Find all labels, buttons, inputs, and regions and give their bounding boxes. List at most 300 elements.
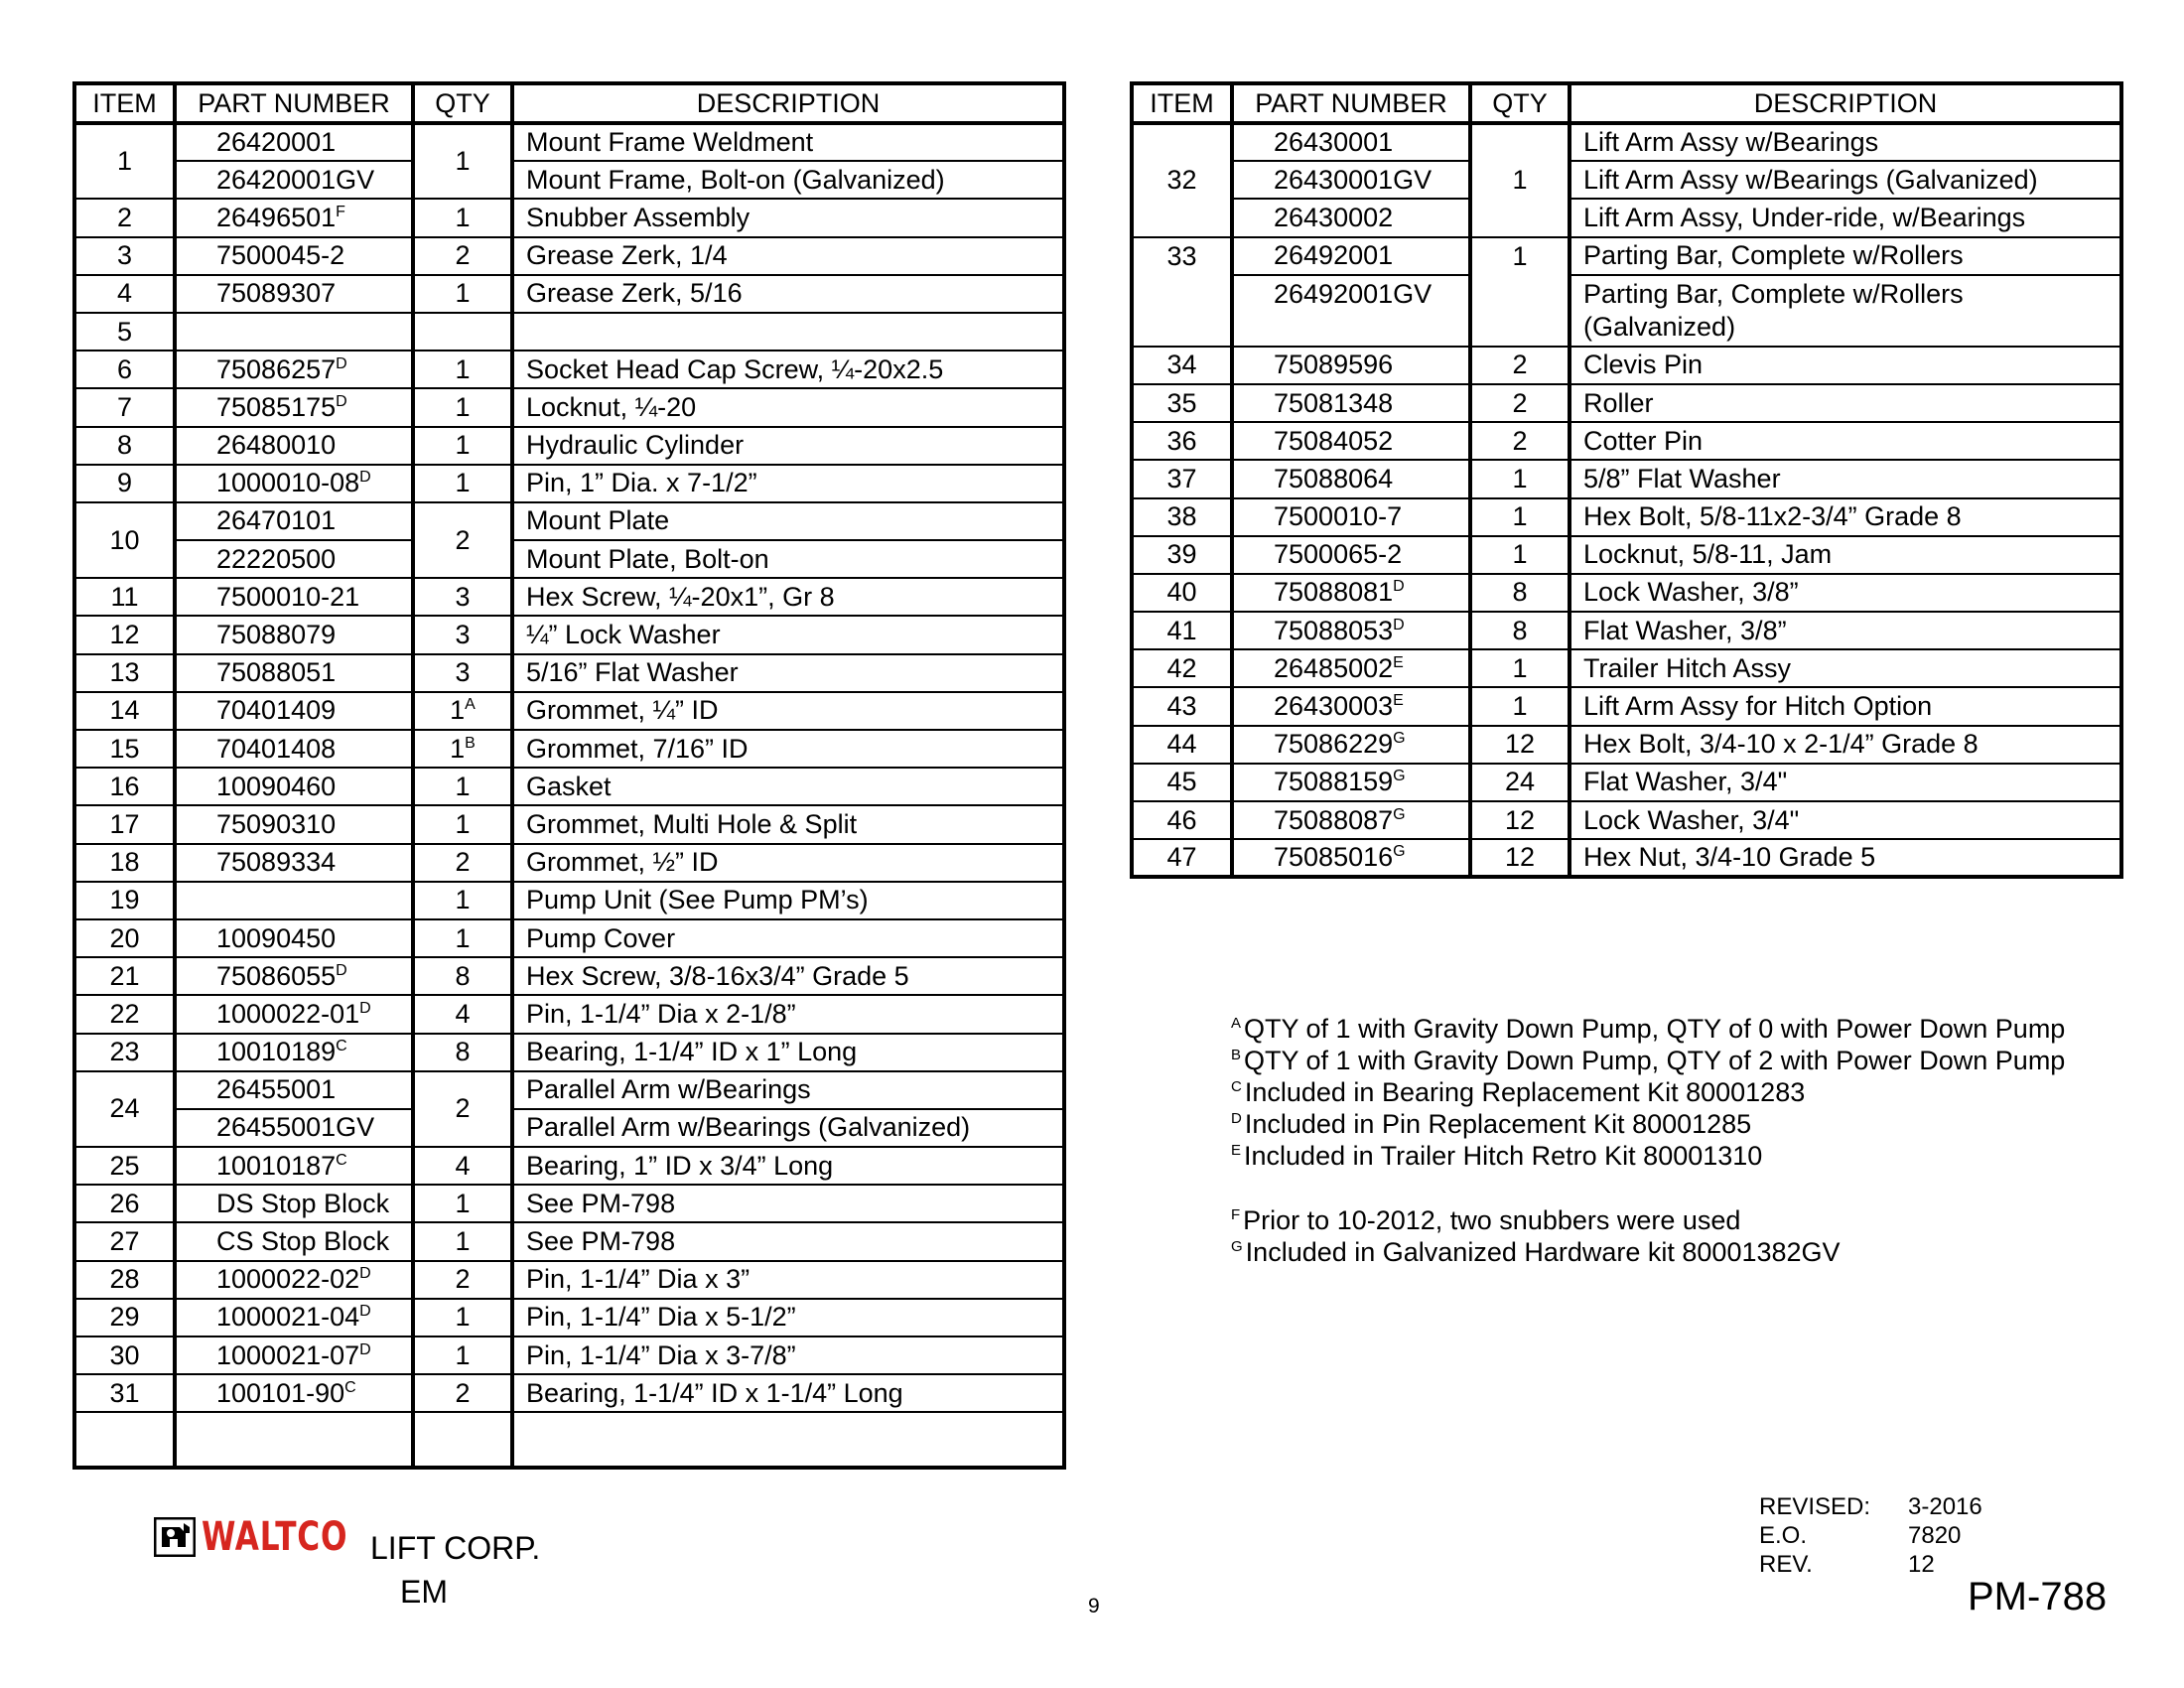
description-cell: Bearing, 1-1/4” ID x 1” Long	[512, 1034, 1064, 1071]
item-cell: 34	[1132, 347, 1232, 384]
item-cell: 14	[74, 692, 175, 730]
part-number-cell: 7500010-7	[1232, 498, 1470, 536]
qty-cell: 1	[1470, 460, 1570, 497]
footnote-mark: D	[336, 392, 347, 410]
table-header-row	[1132, 83, 2121, 123]
part-number-cell: 75089307	[175, 275, 413, 313]
table-row	[1132, 612, 2121, 649]
qty-cell: 1	[1470, 687, 1570, 725]
table-row	[74, 1222, 1064, 1260]
description-cell: See PM-798	[512, 1185, 1064, 1222]
item-cell: 3	[74, 237, 175, 275]
description-cell: Lift Arm Assy w/Bearings (Galvanized)	[1570, 161, 2121, 199]
item-cell: 17	[74, 805, 175, 843]
footnote-mark: D	[359, 1340, 371, 1358]
description-cell: Lock Washer, 3/8”	[1570, 574, 2121, 612]
header-qty: QTY	[413, 83, 512, 123]
description-cell: Pump Unit (See Pump PM’s)	[512, 882, 1064, 919]
revised-row	[1759, 1492, 1982, 1521]
parts-table-right	[1130, 81, 2123, 879]
rev-value: 12	[1908, 1551, 1935, 1578]
qty-cell: $1^A$	[413, 692, 512, 730]
footnote-mark: E	[1393, 653, 1404, 671]
table-row	[74, 730, 1064, 768]
description-cell	[512, 313, 1064, 351]
eo-label: E.O.	[1759, 1522, 1808, 1549]
company-name: LIFT CORP.	[370, 1530, 541, 1566]
table-row	[74, 123, 1064, 161]
footnote-mark: D	[1393, 616, 1405, 633]
table-row	[74, 805, 1064, 843]
parts-table-left	[72, 81, 1066, 1470]
description-cell: Hydraulic Cylinder	[512, 427, 1064, 465]
description-cell: Pin, 1-1/4” Dia x 3-7/8”	[512, 1336, 1064, 1374]
qty-cell: 1	[1470, 123, 1570, 237]
footnote-mark: D	[359, 999, 371, 1017]
qty-cell: 1	[413, 919, 512, 957]
footnote-mark: C	[344, 1378, 356, 1396]
part-number-cell: 26420001GV	[175, 161, 413, 199]
footnote-mark: D	[359, 1303, 371, 1321]
part-number-cell: $26496501^F$	[175, 199, 413, 236]
header-item: ITEM	[74, 83, 175, 123]
table-row	[74, 1261, 1064, 1299]
item-cell: 5	[74, 313, 175, 351]
item-cell: 29	[74, 1299, 175, 1336]
header-description: DESCRIPTION	[1570, 83, 2121, 123]
description-cell: Grommet, Multi Hole & Split	[512, 805, 1064, 843]
table-row	[1132, 839, 2121, 877]
description-cell: Pin, 1-1/4” Dia x 5-1/2”	[512, 1299, 1064, 1336]
qty-cell: 4	[413, 995, 512, 1033]
description-cell: Grommet, 7/16” ID	[512, 730, 1064, 768]
qty-cell: 1	[413, 1336, 512, 1374]
qty-cell: 1	[413, 275, 512, 313]
footnote	[1231, 1236, 2065, 1268]
part-number-cell: $26430003^E$	[1232, 687, 1470, 725]
page-number: 9	[1088, 1595, 1100, 1618]
part-number-cell: 75089596	[1232, 347, 1470, 384]
item-cell: 7	[74, 388, 175, 426]
description-cell: Trailer Hitch Assy	[1570, 649, 2121, 687]
description-cell: Lift Arm Assy for Hitch Option	[1570, 687, 2121, 725]
part-number-cell: $1000021-04^D$	[175, 1299, 413, 1336]
footnote-text: QTY of 1 with Gravity Down Pump, QTY of 2 with Power Down Pump	[1244, 1046, 2066, 1075]
table-row	[1132, 536, 2121, 574]
item-cell: 4	[74, 275, 175, 313]
table-row	[74, 465, 1064, 502]
description-cell: Locknut, ¼-20	[512, 388, 1064, 426]
description-cell: Hex Nut, 3/4-10 Grade 5	[1570, 839, 2121, 877]
item-cell: 23	[74, 1034, 175, 1071]
item-cell: 18	[74, 844, 175, 882]
table-row	[1132, 161, 2121, 199]
part-number-cell: 75089334	[175, 844, 413, 882]
footnote-mark: G	[1393, 730, 1406, 748]
qty-cell: 12	[1470, 801, 1570, 839]
item-cell: 24	[74, 1071, 175, 1147]
table-row	[74, 654, 1064, 692]
footnote-text: Prior to 10-2012, two snubbers were used	[1243, 1205, 1741, 1235]
qty-cell: 4	[413, 1147, 512, 1185]
item-cell: 32	[1132, 123, 1232, 237]
qty-cell: 1	[413, 805, 512, 843]
table-row	[1132, 237, 2121, 275]
table-row	[74, 919, 1064, 957]
table-header-row	[74, 83, 1064, 123]
part-number-cell: 26430001GV	[1232, 161, 1470, 199]
part-number-cell: 26430001	[1232, 123, 1470, 161]
description-cell: Socket Head Cap Screw, ¼-20x2.5	[512, 351, 1064, 388]
part-number-cell: 7500065-2	[1232, 536, 1470, 574]
item-cell: 35	[1132, 384, 1232, 422]
description-cell: Hex Screw, ¼-20x1”, Gr 8	[512, 578, 1064, 616]
description-cell: Cotter Pin	[1570, 422, 2121, 460]
description-cell: See PM-798	[512, 1222, 1064, 1260]
table-row	[74, 199, 1064, 236]
item-cell: 26	[74, 1185, 175, 1222]
table-row	[1132, 801, 2121, 839]
footnote	[1231, 1076, 2065, 1108]
footnote-mark: D	[336, 961, 347, 979]
footnote-mark: E	[1393, 692, 1404, 710]
part-number-cell: 75088051	[175, 654, 413, 692]
item-cell: 42	[1132, 649, 1232, 687]
description-cell: Lift Arm Assy, Under-ride, w/Bearings	[1570, 199, 2121, 236]
item-cell: 12	[74, 616, 175, 653]
item-cell: 37	[1132, 460, 1232, 497]
description-cell: Flat Washer, 3/4"	[1570, 764, 2121, 801]
qty-cell: 1	[413, 388, 512, 426]
item-cell: 41	[1132, 612, 1232, 649]
table-row	[74, 1374, 1064, 1412]
description-cell: Mount Plate, Bolt-on	[512, 540, 1064, 578]
item-cell: 43	[1132, 687, 1232, 725]
table-row	[74, 237, 1064, 275]
part-number-cell: $1000022-02^D$	[175, 1261, 413, 1299]
item-cell: 11	[74, 578, 175, 616]
item-cell: 2	[74, 199, 175, 236]
table-row	[1132, 199, 2121, 236]
table-row	[74, 427, 1064, 465]
table-row	[1132, 422, 2121, 460]
table-row	[74, 1185, 1064, 1222]
part-number-cell: $75088159^G$	[1232, 764, 1470, 801]
description-cell: Parting Bar, Complete w/Rollers (Galvanized)	[1570, 275, 2121, 347]
part-number-cell: $1000022-01^D$	[175, 995, 413, 1033]
part-number-cell	[175, 882, 413, 919]
logo-wordmark: WALTCO	[202, 1514, 348, 1560]
table-row	[74, 351, 1064, 388]
part-number-cell: 26455001	[175, 1071, 413, 1109]
table-row	[74, 692, 1064, 730]
table-row	[74, 882, 1064, 919]
footnote-mark: B	[465, 734, 476, 752]
description-cell: Lock Washer, 3/4"	[1570, 801, 2121, 839]
part-number-cell: 75081348	[1232, 384, 1470, 422]
table-row	[74, 768, 1064, 805]
footnote-mark: D	[1393, 578, 1405, 596]
description-cell: Pump Cover	[512, 919, 1064, 957]
description-cell: Parallel Arm w/Bearings (Galvanized)	[512, 1109, 1064, 1147]
part-number-cell: $75088053^D$	[1232, 612, 1470, 649]
qty-cell: 1	[413, 351, 512, 388]
part-number-cell: 26455001GV	[175, 1109, 413, 1147]
item-cell: 38	[1132, 498, 1232, 536]
description-cell: Parallel Arm w/Bearings	[512, 1071, 1064, 1109]
qty-cell: 1	[413, 199, 512, 236]
table-row	[74, 313, 1064, 351]
qty-cell: 1	[413, 465, 512, 502]
note-spacer	[1231, 1172, 2065, 1204]
part-number-cell: $26485002^E$	[1232, 649, 1470, 687]
empty-cell	[413, 1412, 512, 1468]
description-cell: Mount Plate	[512, 502, 1064, 540]
qty-cell: $1^B$	[413, 730, 512, 768]
item-cell: 27	[74, 1222, 175, 1260]
description-cell: 5/16” Flat Washer	[512, 654, 1064, 692]
footnote-text: Included in Pin Replacement Kit 80001285	[1244, 1109, 1752, 1139]
qty-cell: 2	[413, 502, 512, 578]
description-cell: Pin, 1-1/4” Dia x 2-1/8”	[512, 995, 1064, 1033]
division-code: EM	[400, 1574, 448, 1610]
description-cell: Hex Screw, 3/8-16x3/4” Grade 5	[512, 957, 1064, 995]
item-cell: 39	[1132, 536, 1232, 574]
description-cell: 5/8” Flat Washer	[1570, 460, 2121, 497]
footnote-mark: D	[359, 1265, 371, 1283]
part-number-cell: $75086055^D$	[175, 957, 413, 995]
revised-value: 3-2016	[1908, 1493, 1982, 1520]
footnote-mark: G	[1393, 805, 1406, 823]
part-number-cell: 75090310	[175, 805, 413, 843]
footnote	[1231, 1013, 2065, 1045]
table-row	[74, 995, 1064, 1033]
item-cell: 33	[1132, 237, 1232, 347]
empty-cell	[74, 1412, 175, 1468]
description-cell: Bearing, 1” ID x 3/4” Long	[512, 1147, 1064, 1185]
item-cell: 9	[74, 465, 175, 502]
table-row	[74, 388, 1064, 426]
table-row	[74, 1299, 1064, 1336]
rev-row	[1759, 1550, 1982, 1579]
footnote-mark: G	[1393, 843, 1406, 861]
qty-cell: 1	[413, 1299, 512, 1336]
table-row	[74, 275, 1064, 313]
part-number-cell: 26480010	[175, 427, 413, 465]
description-cell: Bearing, 1-1/4” ID x 1-1/4” Long	[512, 1374, 1064, 1412]
document-code: PM-788	[1968, 1575, 2108, 1618]
description-cell: Pin, 1” Dia. x 7-1/2”	[512, 465, 1064, 502]
item-cell: 31	[74, 1374, 175, 1412]
table-row	[74, 1109, 1064, 1147]
qty-cell: 3	[413, 654, 512, 692]
footnote-mark: D	[1231, 1110, 1242, 1127]
item-cell: 28	[74, 1261, 175, 1299]
description-cell: Roller	[1570, 384, 2121, 422]
description-cell: Hex Bolt, 5/8-11x2-3/4” Grade 8	[1570, 498, 2121, 536]
item-cell: 16	[74, 768, 175, 805]
item-cell: 45	[1132, 764, 1232, 801]
revision-block	[1759, 1492, 1982, 1579]
qty-cell: 2	[1470, 347, 1570, 384]
qty-cell: 2	[413, 237, 512, 275]
qty-cell: 2	[1470, 422, 1570, 460]
item-cell: 30	[74, 1336, 175, 1374]
qty-cell: 1	[413, 768, 512, 805]
item-cell: 25	[74, 1147, 175, 1185]
qty-cell: 1	[413, 1222, 512, 1260]
item-cell: 44	[1132, 726, 1232, 764]
table-row	[74, 161, 1064, 199]
header-part-number: PART NUMBER	[175, 83, 413, 123]
item-cell: 36	[1132, 422, 1232, 460]
item-cell: 46	[1132, 801, 1232, 839]
part-number-cell: 70401408	[175, 730, 413, 768]
item-cell: 20	[74, 919, 175, 957]
part-number-cell: $75088087^G$	[1232, 801, 1470, 839]
waltco-ram-icon	[154, 1517, 196, 1557]
part-number-cell: DS Stop Block	[175, 1185, 413, 1222]
table-row	[74, 1336, 1064, 1374]
header-description: DESCRIPTION	[512, 83, 1064, 123]
eo-row	[1759, 1521, 1982, 1550]
item-cell: 6	[74, 351, 175, 388]
qty-cell: 1	[1470, 649, 1570, 687]
footnote	[1231, 1140, 2065, 1172]
qty-cell	[413, 313, 512, 351]
part-number-cell: 26492001GV	[1232, 275, 1470, 347]
header-item: ITEM	[1132, 83, 1232, 123]
description-cell: Locknut, 5/8-11, Jam	[1570, 536, 2121, 574]
footnote-mark: G	[1393, 768, 1406, 785]
table-row	[1132, 726, 2121, 764]
description-cell: Hex Bolt, 3/4-10 x 2-1/4” Grade 8	[1570, 726, 2121, 764]
empty-cell	[175, 1412, 413, 1468]
footnote-mark: C	[336, 1038, 347, 1055]
table-row	[74, 844, 1064, 882]
footnote-mark: F	[1231, 1206, 1241, 1223]
qty-cell: 2	[413, 1261, 512, 1299]
description-cell: Pin, 1-1/4” Dia x 3”	[512, 1261, 1064, 1299]
footnote	[1231, 1108, 2065, 1140]
part-number-cell: $10010187^C$	[175, 1147, 413, 1185]
part-number-cell: 26430002	[1232, 199, 1470, 236]
footnote-mark: E	[1231, 1142, 1242, 1159]
description-cell: Flat Washer, 3/8”	[1570, 612, 2121, 649]
qty-cell: 2	[413, 844, 512, 882]
table-row	[1132, 649, 2121, 687]
part-number-cell: $75086229^G$	[1232, 726, 1470, 764]
table-row	[1132, 347, 2121, 384]
part-number-cell: 75088079	[175, 616, 413, 653]
table-row	[74, 540, 1064, 578]
item-cell: 1	[74, 123, 175, 199]
qty-cell: 1	[413, 1185, 512, 1222]
description-cell: Clevis Pin	[1570, 347, 2121, 384]
footnote-mark: C	[336, 1151, 347, 1169]
description-cell: Parting Bar, Complete w/Rollers	[1570, 237, 2121, 275]
description-cell: Grommet, ½” ID	[512, 844, 1064, 882]
qty-cell: 1	[413, 427, 512, 465]
item-cell: 21	[74, 957, 175, 995]
table-row	[1132, 574, 2121, 612]
revised-label: REVISED:	[1759, 1493, 1871, 1520]
part-number-cell: 75084052	[1232, 422, 1470, 460]
description-cell: Snubber Assembly	[512, 199, 1064, 236]
part-number-cell: 26470101	[175, 502, 413, 540]
footnote-text: Included in Trailer Hitch Retro Kit 80001310	[1244, 1141, 1763, 1171]
item-cell: 40	[1132, 574, 1232, 612]
qty-cell: 1	[1470, 237, 1570, 347]
table-row	[74, 1147, 1064, 1185]
table-row	[74, 957, 1064, 995]
item-cell: 22	[74, 995, 175, 1033]
part-number-cell	[175, 313, 413, 351]
header-part-number: PART NUMBER	[1232, 83, 1470, 123]
footnote-text: Included in Bearing Replacement Kit 80001283	[1244, 1077, 1806, 1107]
part-number-cell: $10010189^C$	[175, 1034, 413, 1071]
table-row	[1132, 687, 2121, 725]
item-cell: 47	[1132, 839, 1232, 877]
description-cell: Grease Zerk, 5/16	[512, 275, 1064, 313]
part-number-cell: 75088064	[1232, 460, 1470, 497]
part-number-cell: $100101-90^C$	[175, 1374, 413, 1412]
table-row	[1132, 123, 2121, 161]
table-row	[74, 1034, 1064, 1071]
qty-cell: 1	[1470, 536, 1570, 574]
part-number-cell: $1000021-07^D$	[175, 1336, 413, 1374]
part-number-cell: 10090460	[175, 768, 413, 805]
table-row	[1132, 498, 2121, 536]
part-number-cell: 10090450	[175, 919, 413, 957]
qty-cell: 8	[1470, 574, 1570, 612]
footnote-mark: F	[336, 203, 345, 220]
item-cell: 15	[74, 730, 175, 768]
item-cell: 19	[74, 882, 175, 919]
footnote-mark: C	[1231, 1078, 1242, 1095]
table-row	[74, 1071, 1064, 1109]
part-number-cell: $75086257^D$	[175, 351, 413, 388]
part-number-cell: 7500010-21	[175, 578, 413, 616]
part-number-cell: 26492001	[1232, 237, 1470, 275]
part-number-cell: CS Stop Block	[175, 1222, 413, 1260]
description-cell: Grease Zerk, 1/4	[512, 237, 1064, 275]
qty-cell: 1	[1470, 498, 1570, 536]
table-row	[74, 578, 1064, 616]
description-cell: Mount Frame, Bolt-on (Galvanized)	[512, 161, 1064, 199]
qty-cell: 12	[1470, 839, 1570, 877]
footnote-text: Included in Galvanized Hardware kit 80001382GV	[1245, 1237, 1841, 1267]
empty-cell	[512, 1412, 1064, 1468]
table-row	[1132, 384, 2121, 422]
item-cell: 10	[74, 502, 175, 578]
qty-cell: 2	[1470, 384, 1570, 422]
description-cell: ¼” Lock Washer	[512, 616, 1064, 653]
blank-row	[74, 1412, 1064, 1468]
footnotes	[1231, 1013, 2065, 1268]
part-number-cell: $75088081^D$	[1232, 574, 1470, 612]
footnote-mark: D	[336, 354, 347, 372]
item-cell: 8	[74, 427, 175, 465]
part-number-cell: $75085016^G$	[1232, 839, 1470, 877]
table-row	[74, 502, 1064, 540]
qty-cell: 12	[1470, 726, 1570, 764]
table-row	[74, 616, 1064, 653]
footnote-mark: G	[1231, 1238, 1243, 1255]
table-row	[1132, 275, 2121, 347]
footnote-mark: D	[359, 469, 371, 487]
qty-cell: 8	[1470, 612, 1570, 649]
